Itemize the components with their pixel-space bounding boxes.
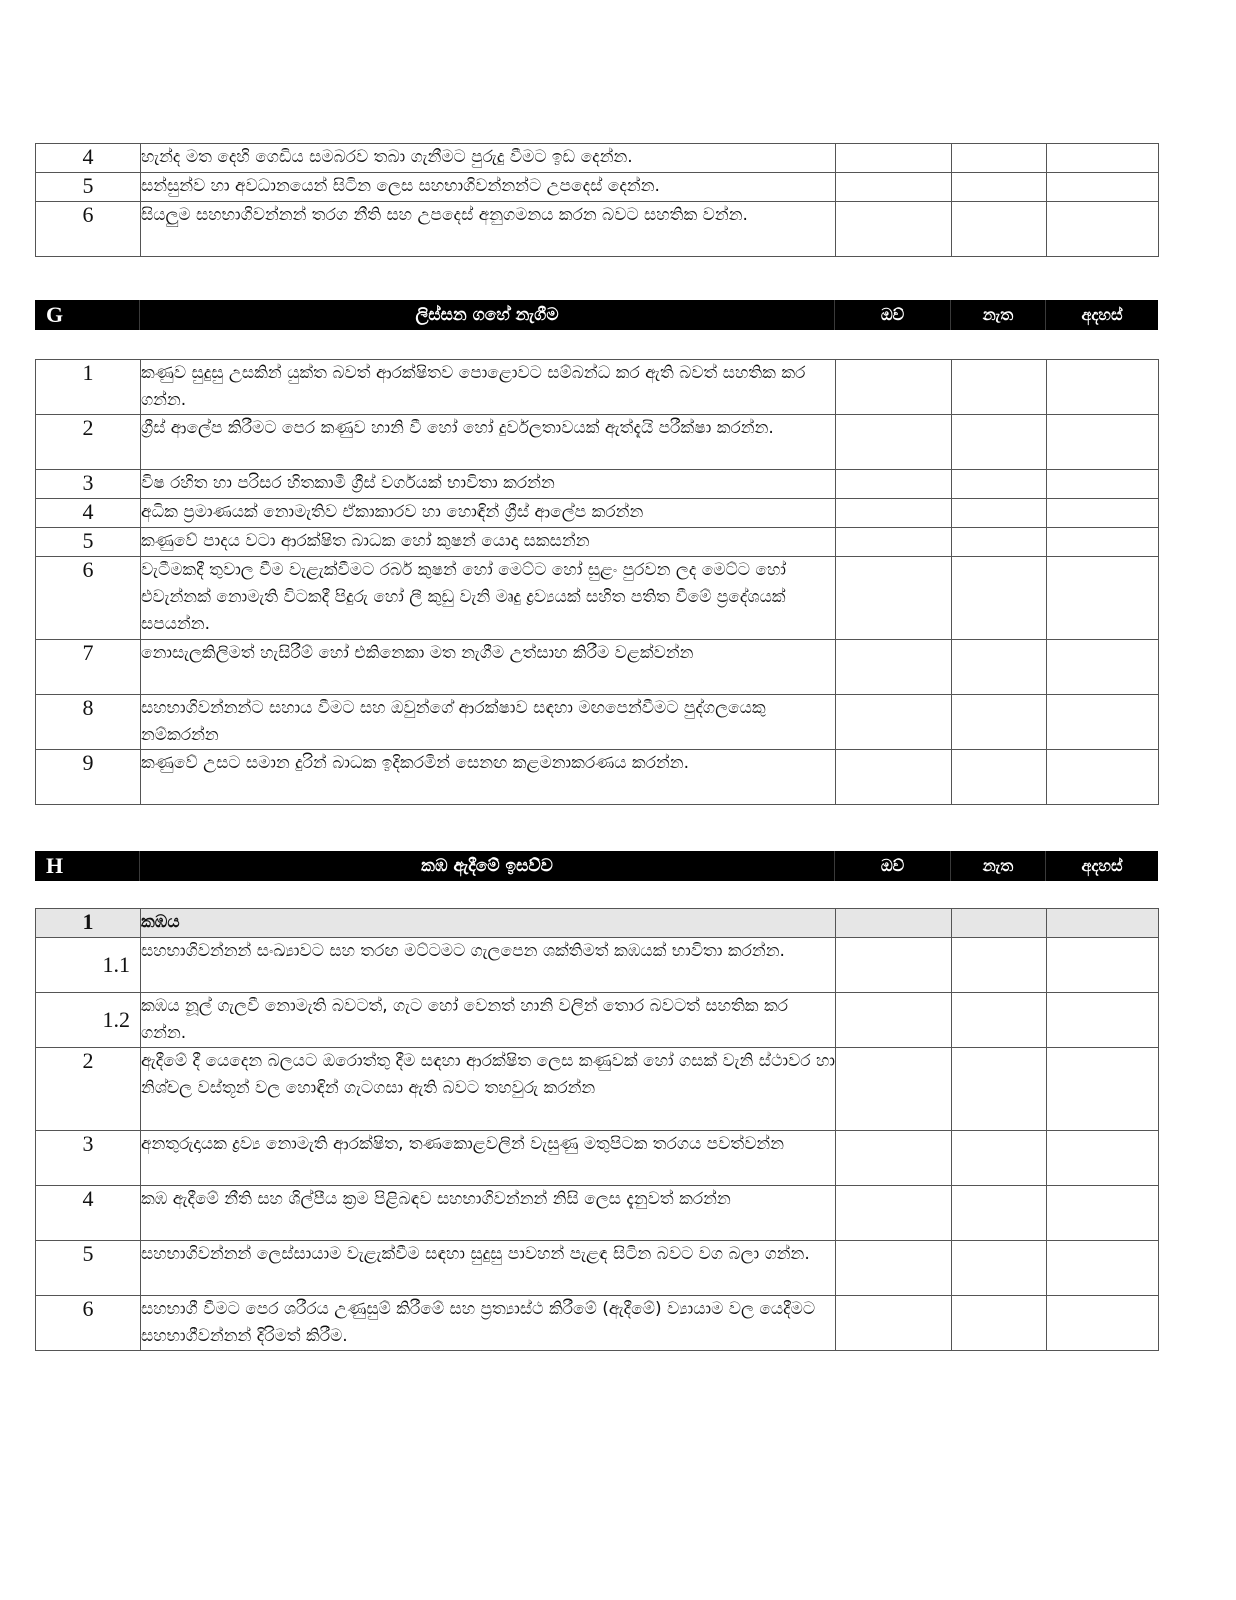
item-text: ග්‍රීස් ආලේප කිරීමට පෙර කණුව හානි වී හෝ හෝ දුර්වලතාවයක් ඇත්දැයි පරීක්ෂා කරන්න. — [141, 415, 836, 470]
checklist-subheading-row — [36, 909, 1159, 938]
item-text: සන්සුන්ව හා අවධානයෙන් සිටින ලෙස සහභාගිවන්නන්ට උපදෙස් දෙන්න. — [141, 173, 836, 202]
item-number: 6 — [36, 1296, 141, 1351]
comments-cell — [1047, 1296, 1159, 1351]
item-number: 6 — [36, 557, 141, 640]
yes-cell — [836, 909, 952, 938]
comments-cell — [1047, 640, 1159, 695]
yes-cell — [836, 202, 952, 257]
item-number: 8 — [36, 695, 141, 750]
no-cell — [952, 1048, 1047, 1131]
item-number: 1 — [36, 360, 141, 415]
no-cell — [952, 360, 1047, 415]
item-text: නොසැලකිලිමත් හැසිරීම් හෝ එකිනෙකා මත නැගීම උත්සාහ කිරීම වළක්වන්න — [141, 640, 836, 695]
yes-cell — [836, 144, 952, 173]
checklist-row — [36, 1131, 1159, 1186]
item-text: විෂ රහිත හා පරිසර හිතකාමී ග්‍රීස් වර්ගයක් භාවිතා කරන්න — [141, 470, 836, 499]
comments-cell — [1047, 144, 1159, 173]
item-text: සහභාගිවන්නන්ට සහාය වීමට සහ ඔවුන්ගේ ආරක්ෂාව සඳහා මඟපෙන්වීමට පුද්ගලයෙකු නම්කරන්න — [141, 695, 836, 750]
yes-cell — [836, 557, 952, 640]
item-number: 3 — [36, 470, 141, 499]
item-number: 2 — [36, 415, 141, 470]
item-text: අනතුරුදායක ද්‍රව්‍ය නොමැති ආරක්ෂිත, තණකොළවලින් වැසුණු මතුපිටක තරගය පවත්වන්න — [141, 1131, 836, 1186]
no-cell — [952, 640, 1047, 695]
yes-cell — [836, 1131, 952, 1186]
comments-cell — [1047, 415, 1159, 470]
no-cell — [952, 202, 1047, 257]
section-letter: H — [35, 851, 140, 881]
item-number: 4 — [36, 144, 141, 173]
comments-cell — [1047, 695, 1159, 750]
column-header-comments: අදහස් — [1081, 305, 1123, 324]
no-cell — [952, 173, 1047, 202]
checklist-row — [36, 938, 1159, 993]
no-cell — [952, 528, 1047, 557]
no-cell — [952, 1186, 1047, 1241]
no-cell — [952, 1131, 1047, 1186]
no-cell — [952, 557, 1047, 640]
comments-cell — [1047, 750, 1159, 805]
yes-cell — [836, 173, 952, 202]
checklist-row — [36, 695, 1159, 750]
yes-cell — [836, 640, 952, 695]
checklist-row — [36, 499, 1159, 528]
item-text: කඹය නූල් ගැලවී නොමැති බවටත්, ගැට හෝ වෙනත් හානි වලින් තොර බවටත් සහතික කර ගන්න. — [141, 993, 836, 1048]
column-header-yes: ඔව් — [835, 300, 951, 330]
item-number: 5 — [36, 528, 141, 557]
yes-cell — [836, 1241, 952, 1296]
yes-cell — [836, 360, 952, 415]
comments-cell — [1047, 557, 1159, 640]
section-title: කඹ ඇදීමේ ඉසව්ව — [140, 851, 835, 881]
checklist-row — [36, 144, 1159, 173]
no-cell — [952, 938, 1047, 993]
checklist-row — [36, 528, 1159, 557]
item-text: සියලුම සහභාගිවන්නන් තරග නීති සහ උපදෙස් අනුගමනය කරන බවට සහතික වන්න. — [141, 202, 836, 257]
item-text: ඇදීමේ දී යෙදෙන බලයට ඔරොත්තු දීම සඳහා ආරක්ෂිත ලෙස කණුවක් හෝ ගසක් වැනි ස්ථාවර හා නිශ්චල වස්තූන් වල හොඳින් ගැටගසා ඇති බවට තහවුරු කරන්න — [141, 1048, 836, 1131]
item-number: 7 — [36, 640, 141, 695]
checklist-row — [36, 557, 1159, 640]
yes-cell — [836, 938, 952, 993]
section-table-g — [35, 359, 1159, 805]
section-letter: G — [35, 300, 140, 330]
comments-cell — [1047, 1186, 1159, 1241]
yes-cell — [836, 528, 952, 557]
comments-cell — [1047, 173, 1159, 202]
item-text: වැටීමකදී තුවාල වීම වැළැක්වීමට රබර් කුෂන් හෝ මෙට්ට හෝ සුළං පුරවන ලද මෙට්ට හෝ එවැන්නක් නොමැති විටකදී පිදුරු හෝ ලී කුඩු වැනි මෘදු ද්‍රව්‍යයක් සහිත පතිත වීමේ ප්‍රදේශයක් සපයන්න. — [141, 557, 836, 640]
item-text: කණුව සුදුසු උසකින් යුක්ත බවත් ආරක්ෂිතව පොළොවට සම්බන්ධ කර ඇති බවත් සහතික කර ගන්න. — [141, 360, 836, 415]
comments-cell — [1047, 993, 1159, 1048]
item-number: 5 — [36, 1241, 141, 1296]
section-header-h — [35, 851, 1158, 881]
column-header-no: නැත — [951, 300, 1046, 330]
no-cell — [952, 144, 1047, 173]
no-cell — [952, 750, 1047, 805]
yes-cell — [836, 1296, 952, 1351]
yes-cell — [836, 695, 952, 750]
checklist-row — [36, 993, 1159, 1048]
checklist-row — [36, 750, 1159, 805]
comments-cell — [1047, 360, 1159, 415]
comments-cell — [1047, 470, 1159, 499]
item-number: 4 — [36, 1186, 141, 1241]
item-number: 3 — [36, 1131, 141, 1186]
checklist-row — [36, 470, 1159, 499]
item-number: 4 — [36, 499, 141, 528]
item-number: 1.2 — [36, 993, 141, 1048]
checklist-row — [36, 202, 1159, 257]
comments-cell — [1047, 528, 1159, 557]
no-cell — [952, 470, 1047, 499]
checklist-row — [36, 1186, 1159, 1241]
no-cell — [952, 415, 1047, 470]
item-number: 1.1 — [36, 938, 141, 993]
item-number: 2 — [36, 1048, 141, 1131]
item-number: 9 — [36, 750, 141, 805]
item-number: 5 — [36, 173, 141, 202]
checklist-row — [36, 1048, 1159, 1131]
item-text: සහභාගිවන්නන් සංඛ්‍යාවට සහ තරඟ මට්ටමට ගැලපෙන ශක්තිමත් කඹයක් භාවිතා කරන්න. — [141, 938, 836, 993]
comments-cell — [1047, 1131, 1159, 1186]
checklist-row — [36, 415, 1159, 470]
yes-cell — [836, 993, 952, 1048]
comments-cell — [1047, 499, 1159, 528]
checklist-row — [36, 1241, 1159, 1296]
yes-cell — [836, 499, 952, 528]
item-text: හැන්ද මත දෙහි ගෙඩිය සමබරව තබා ගැනීමට පුරුදු වීමට ඉඩ දෙන්න. — [141, 144, 836, 173]
no-cell — [952, 499, 1047, 528]
no-cell — [952, 1296, 1047, 1351]
yes-cell — [836, 470, 952, 499]
column-header-comments: අදහස් — [1081, 856, 1123, 875]
comments-cell — [1047, 202, 1159, 257]
item-text: සහභාගිවන්නන් ලෙස්සායාම වැළැක්වීම සඳහා සුදුසු පාවහන් පැළඳ සිටින බවට වග බලා ගන්න. — [141, 1241, 836, 1296]
section-header-g — [35, 300, 1158, 330]
column-header-no: නැත — [951, 851, 1046, 881]
yes-cell — [836, 1048, 952, 1131]
checklist-row — [36, 1296, 1159, 1351]
section-table-h — [35, 908, 1159, 1351]
item-text: කඹය — [141, 909, 836, 938]
no-cell — [952, 993, 1047, 1048]
item-text: සහභාගී වීමට පෙර ශරීරය උණුසුම් කිරීමේ සහ ප්‍රත්‍යාස්ථ කිරීමේ (ඇදීමේ) ව්‍යායාම වල යෙදීමට සහභාගීවන්නන් දිරිමත් කිරීම. — [141, 1296, 836, 1351]
yes-cell — [836, 1186, 952, 1241]
yes-cell — [836, 750, 952, 805]
continuation-table — [35, 143, 1159, 257]
column-header-yes: ඔව් — [835, 851, 951, 881]
item-text: අධික ප්‍රමාණයක් නොමැතිව ඒකාකාරව හා හොඳින් ග්‍රීස් ආලේප කරන්න — [141, 499, 836, 528]
item-text: කණුවේ උසට සමාන දුරින් බාධක ඉදිකරමින් සෙනඟ කළමනාකරණය කරන්න. — [141, 750, 836, 805]
comments-cell — [1047, 1241, 1159, 1296]
item-number: 1 — [36, 909, 141, 938]
comments-cell — [1047, 1048, 1159, 1131]
yes-cell — [836, 415, 952, 470]
comments-cell — [1047, 938, 1159, 993]
section-title: ලිස්සන ගහේ නැගීම — [140, 300, 835, 330]
item-number: 6 — [36, 202, 141, 257]
checklist-row — [36, 640, 1159, 695]
checklist-row — [36, 360, 1159, 415]
no-cell — [952, 909, 1047, 938]
item-text: කඹ ඇදීමේ නීති සහ ශිල්පීය ක්‍රම පිළිබඳව සහභාගිවන්නන් නිසි ලෙස දැනුවත් කරන්න — [141, 1186, 836, 1241]
comments-cell — [1047, 909, 1159, 938]
item-text: කණුවේ පාදය වටා ආරක්ෂිත බාධක හෝ කුෂන් යොදා සකසන්න — [141, 528, 836, 557]
no-cell — [952, 695, 1047, 750]
no-cell — [952, 1241, 1047, 1296]
checklist-row — [36, 173, 1159, 202]
